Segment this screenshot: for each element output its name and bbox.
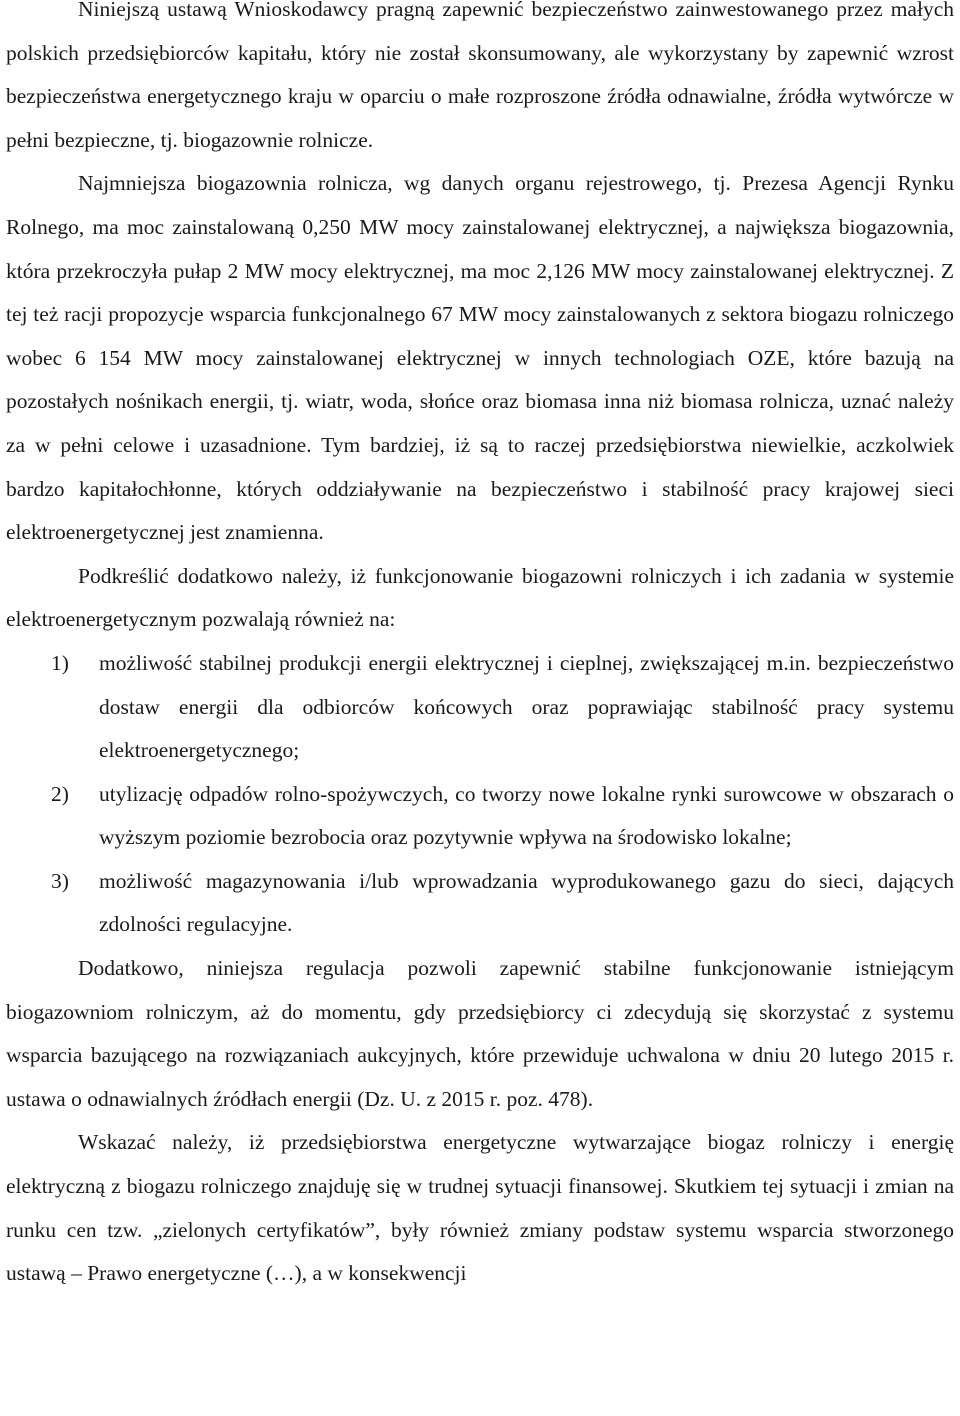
list-item-text: możliwość stabilnej produkcji energii elektrycznej i cieplnej, zwiększającej m.in. bezpieczeństwo dostaw energii dla odbiorców końcowych oraz poprawiając stabilność pracy systemu elektroenergetycznego; [99,650,954,763]
paragraph-benefits-lead: Podkreślić dodatkowo należy, iż funkcjonowanie biogazowni rolniczych i ich zadania w systemie elektroenergetycznym pozwalają również na: [6,563,954,632]
list-item-number: 1) [51,650,69,675]
list-item-number: 3) [51,868,69,893]
document-page [6,0,954,1296]
list-item-number: 2) [51,781,69,806]
list-item-text: utylizację odpadów rolno-spożywczych, co tworzy nowe lokalne rynki surowcowe w obszarach o wyższym poziomie bezrobocia oraz pozytywnie wpływa na środowisko lokalne; [99,781,954,850]
benefits-list [6,642,954,947]
list-item [6,642,954,773]
paragraph-smallest-biogas-plant: Najmniejsza biogazownia rolnicza, wg danych organu rejestrowego, tj. Prezesa Agencji Rynku Rolnego, ma moc zainstalowaną 0,250 MW mocy zainstalowanej elektrycznej, a największa biogazownia, która przekroczyła pułap 2 MW mocy elektrycznej, ma moc 2,126 MW mocy zainstalowanej elektrycznej. Z tej też racji propozycje wsparcia funkcjonalnego 67 MW mocy zainstalowanych z sektora biogazu rolniczego wobec 6 154 MW mocy zainstalowanej elektrycznej w innych technologiach OZE, które bazują na pozostałych nośnikach energii, tj. wiatr, woda, słońce oraz biomasa inna niż biomasa rolnicza, uznać należy za w pełni celowe i uzasadnione. Tym bardziej, iż są to raczej przedsiębiorstwa niewielkie, aczkolwiek bardzo kapitałochłonne, których oddziaływanie na bezpieczeństwo i stabilność pracy krajowej sieci elektroenergetycznej jest znamienna. [6,171,954,545]
list-item [6,860,954,947]
paragraph-intro: Niniejszą ustawą Wnioskodawcy pragną zapewnić bezpieczeństwo zainwestowanego przez małych polskich przedsiębiorców kapitału, który nie został skonsumowany, ale wykorzystany by zapewnić wzrost bezpieczeństwa energetycznego kraju w oparciu o małe rozproszone źródła odnawialne, źródła wytwórcze w pełni bezpieczne, tj. biogazownie rolnicze. [6,0,954,152]
paragraph-financial-situation: Wskazać należy, iż przedsiębiorstwa energetyczne wytwarzające biogaz rolniczy i energię elektryczną z biogazu rolniczego znajduję się w trudnej sytuacji finansowej. Skutkiem tej sytuacji i zmian na runku cen tzw. „zielonych certyfikatów”, były również zmiany podstaw systemu wsparcia stworzonego ustawą – Prawo energetyczne (…), a w konsekwencji [6,1130,954,1286]
list-item-text: możliwość magazynowania i/lub wprowadzania wyprodukowanego gazu do sieci, dających zdolności regulacyjne. [99,868,954,937]
list-item [6,773,954,860]
paragraph-additional-regulation: Dodatkowo, niniejsza regulacja pozwoli zapewnić stabilne funkcjonowanie istniejącym biogazowniom rolniczym, aż do momentu, gdy przedsiębiorcy ci zdecydują się skorzystać z systemu wsparcia bazującego na rozwiązaniach aukcyjnych, które przewiduje uchwalona w dniu 20 lutego 2015 r. ustawa o odnawialnych źródłach energii (Dz. U. z 2015 r. poz. 478). [6,956,954,1111]
